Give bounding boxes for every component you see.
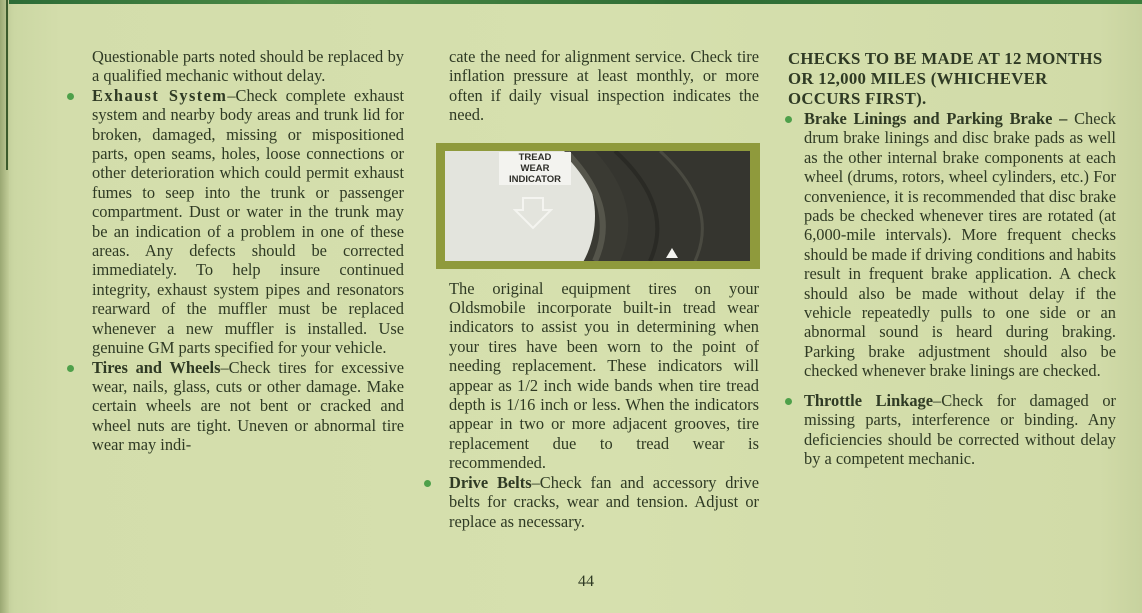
exhaust-system-text: –Check complete exhaust system and nearby body areas and trunk lid for broken, damaged, missing or mispositioned parts, open seams, holes, loose connections or other deterioration which could permit exhaust fumes to seep into the trunk or passenger compartment. Dust or water in the trunk may be an indication of a problem in one of these areas. Any defects should be corrected immediately. To help insure continued integrity, exhaust system pipes and resonators rearward of the muffler must be replaced whenever a new muffler is installed. Use genuine GM parts specified for your vehicle.: [92, 85, 404, 358]
throttle-linkage-title: Throttle Linkage: [804, 390, 934, 410]
brake-linings-title: Brake Linings and Parking Brake –: [804, 109, 1068, 128]
page-number: 44: [578, 573, 594, 590]
bullet-icon: [785, 398, 792, 405]
down-arrow-icon: [513, 196, 553, 230]
brake-linings-item: [804, 109, 1116, 381]
intro-paragraph: Questionable parts noted should be replaced by a qualified mechanic without delay.: [92, 47, 404, 86]
section-heading: CHECKS TO BE MADE AT 12 MONTHS OR 12,000 MILES (WHICHEVER OCCURS FIRST).: [788, 49, 1103, 108]
tire-photo: [445, 151, 750, 261]
throttle-linkage-text: –Check for damaged or missing parts, interference or binding. Any deficiencies should be corrected without delay by a competent mechanic.: [804, 390, 1116, 468]
tread-wear-indicator-label: [499, 152, 571, 185]
drive-belts-item: [449, 473, 759, 531]
alignment-continuation: cate the need for alignment service. Check tire inflation pressure at least monthly, or more often if daily visual inspection indicates the need.: [449, 47, 759, 125]
tires-wheels-title: Tires and Wheels: [92, 357, 221, 377]
tread-indicator-paragraph: The original equipment tires on your Oldsmobile incorporate built-in tread wear indicators to assist you in determining when your tires have been worn to the point of needing replacement. These indicators will appear as 1/2 inch wide bands when tire tread depth is 1/16 inch or less. When the indicators appear in two or more adjacent grooves, tire replacement due to tread wear is recommended.: [449, 278, 759, 473]
column-left: [92, 47, 404, 455]
drive-belts-text: –Check fan and accessory drive belts for cracks, wear and tension. Adjust or replace as necessary.: [449, 472, 759, 531]
bullet-icon: [785, 116, 792, 123]
tread-wear-figure: [436, 143, 760, 269]
column-middle: [449, 47, 759, 531]
spine-line: [6, 0, 8, 170]
spacer: [788, 381, 1116, 391]
label-line-wear: WEAR: [520, 162, 550, 174]
tires-wheels-item: [92, 358, 404, 455]
exhaust-system-item: [92, 86, 404, 358]
brake-linings-text: Check drum brake linings and disc brake pads as well as the other internal brake components at each wheel (drums, rotors, wheel cylinders, etc.) For convenience, it is recommended that disc brake pads be checked whenever tires are rotated (at 6,000-mile intervals). More frequent checks should be made if driving conditions and habits result in frequent brake application. A check should also be made without delay if the vehicle repeatedly pulls to one side or an abnormal sound is heard during braking. Parking brake adjustment should also be checked whenever brake linings are checked.: [804, 109, 1116, 381]
tire-tread-drawing: [445, 151, 750, 261]
bullet-icon: [67, 93, 74, 100]
bullet-icon: [424, 480, 431, 487]
top-edge-strip: [0, 0, 1142, 4]
bullet-icon: [67, 365, 74, 372]
tires-wheels-text: –Check tires for excessive wear, nails, glass, cuts or other damage. Make certain wheels are not bent or cracked and wheel nuts are tight. Uneven or abnormal tire wear may indi-: [92, 357, 404, 455]
label-line-tread: TREAD: [518, 151, 552, 163]
label-line-indicator: INDICATOR: [509, 173, 561, 185]
triangle-marker-icon: [665, 247, 679, 259]
exhaust-system-title: Exhaust System: [92, 85, 228, 105]
drive-belts-title: Drive Belts: [449, 472, 532, 492]
column-right: [788, 49, 1116, 468]
throttle-linkage-item: [804, 391, 1116, 469]
